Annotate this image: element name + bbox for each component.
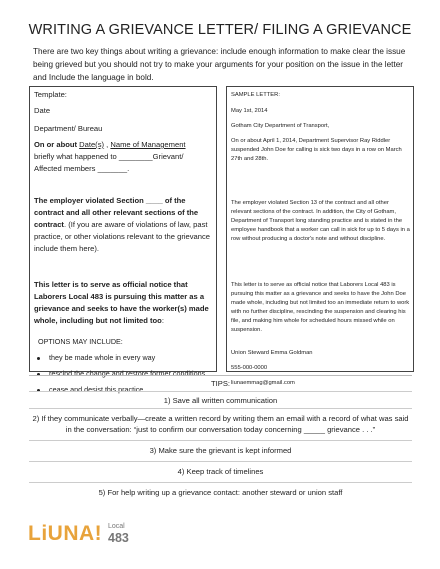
template-dept: Department/ Bureau: [34, 124, 103, 133]
intro-paragraph: There are two key things about writing a grievance: include enough information to make clear the issue being grieved but you should not try to make your arguments for your position on the issue in the letter and Include the language in bold.: [33, 47, 406, 82]
sample-dept: Gotham City Department of Transport,: [231, 123, 330, 129]
sample-paragraph-1: On or about April 1, 2014, Department Supervisor Ray Riddler suspended John Doe for calling is sick two days in a row on March 27th and 28th.: [231, 138, 402, 162]
tips-section: [29, 375, 412, 516]
template-affected: Affected members _______.: [34, 164, 130, 173]
template-on-about: [34, 139, 214, 151]
comma: ,: [104, 140, 111, 149]
liuna-logo: LiUNA!: [28, 522, 103, 545]
sample-paragraph-3: This letter is to serve as official notice that Laborers Local 483 is pursuing this matter as a grievance and seeks to have the John Doe made whole, including but not limited too an immediate return to work with no further discipline, rescinding the suspension and clearing his file, and making him whole for scheduled hours missed while on suspension.: [231, 282, 410, 333]
sample-heading: SAMPLE LETTER:: [231, 92, 280, 98]
template-box: [29, 86, 217, 394]
sample-phone: 555-000-0000: [231, 365, 268, 371]
dates-placeholder: Date(s): [79, 140, 105, 149]
template-brief: briefly what happened to ________Grievant/: [34, 152, 184, 161]
tip-item: 3) Make sure the grievant is kept informed: [149, 446, 292, 455]
tips-heading: TIPS:: [211, 379, 230, 388]
local-label: Local: [108, 523, 125, 530]
on-about-prefix: On or about: [34, 140, 80, 149]
sample-email: liunaemmag@gmail.com: [231, 380, 295, 386]
violation-rest: . (If you are aware of violations of law, past practice, or other violations relevant to the grievance include them here).: [34, 220, 211, 253]
tip-item: 2) If they communicate verbally—create a written record by writing them an email with a record of what was said in the conversation: “just to confirm our conversation today concerning _____ grievance . . .”: [32, 414, 409, 434]
template-date: Date: [34, 106, 51, 115]
sample-paragraph-2: The employer violated Section 13 of the contract and all other relevant sections of the contract. In addition, the City of Gotham, Department of Transport long standing practice and is stated in the employee handbook that a worker can call in sick for up to 5 days in a row without producing a doctor's note and without discipline.: [231, 200, 410, 242]
option-item: rescind the change and restore former conditions: [33, 369, 205, 378]
tip-item: 5) For help writing up a grievance contact: another steward or union staff: [98, 488, 343, 497]
local-number: 483: [108, 531, 129, 545]
notice-rest: :: [161, 316, 164, 325]
notice-bold: This letter is to serve as official notice that Laborers Local 483 is pursuing this matter as a grievance and seeks to have the worker(s) made whole, including but not limited too: [34, 280, 209, 325]
page-title: WRITING A GRIEVANCE LETTER/ FILING A GRIEVANCE: [28, 22, 412, 38]
tip-item: 4) Keep track of timelines: [177, 467, 264, 476]
tip-item: 1) Save all written communication: [163, 396, 278, 405]
bullet-icon: [37, 357, 40, 360]
template-notice: [34, 279, 212, 327]
management-placeholder: Name of Management: [110, 140, 186, 149]
template-heading: Template:: [34, 90, 67, 99]
sample-steward: Union Steward Emma Goldman: [231, 350, 313, 356]
template-violation: [34, 195, 212, 255]
sample-date: May 1st, 2014: [231, 108, 268, 114]
violation-bold: The employer violated Section ____ of the contract and all other relevant sections of the contract: [34, 196, 199, 229]
sample-letter-box: [226, 86, 414, 386]
options-label: OPTIONS MAY INCLUDE:: [38, 337, 123, 346]
option-item: they be made whole in every way: [33, 353, 155, 362]
option-item: cease and desist this practice: [33, 385, 143, 394]
